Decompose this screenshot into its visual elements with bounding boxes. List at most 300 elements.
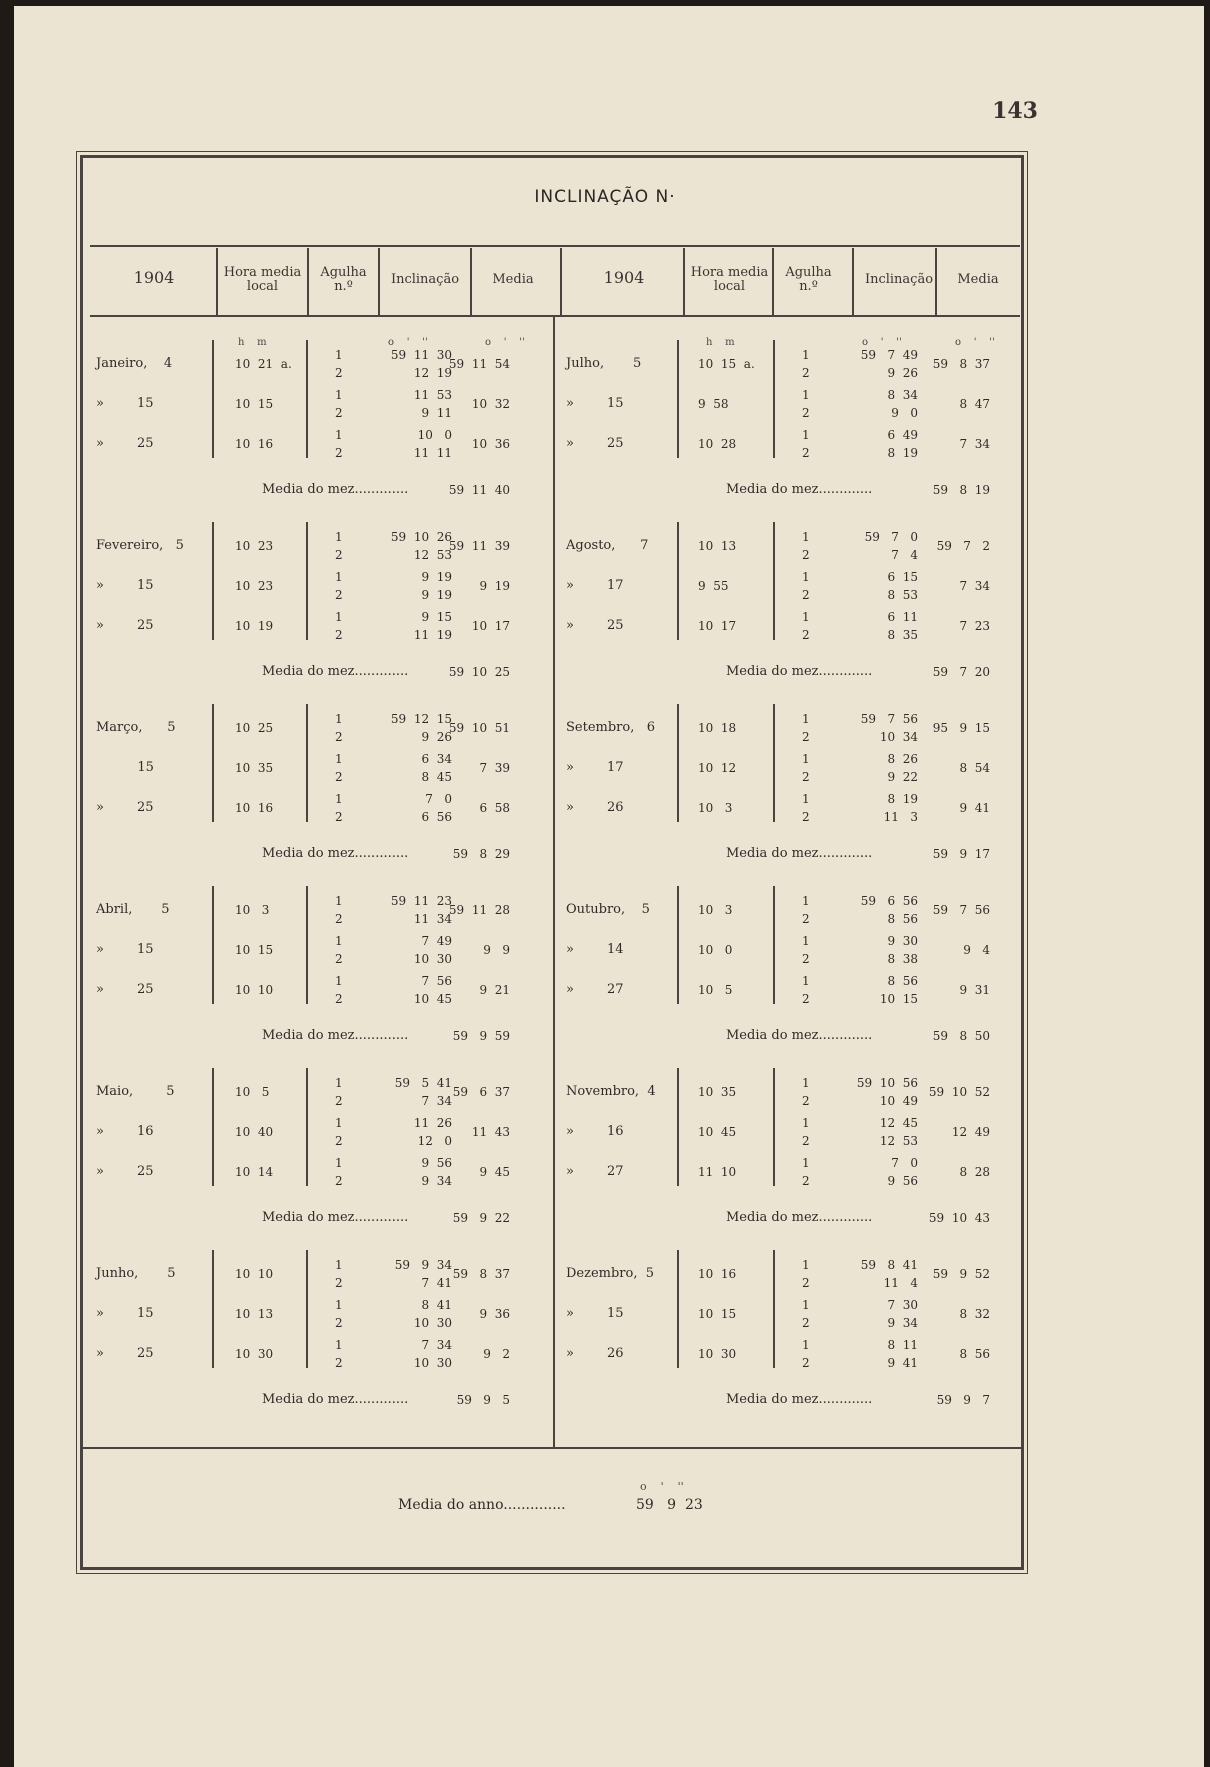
unit-label: o ' '' (955, 337, 995, 348)
header-hora-line2: local (246, 279, 279, 294)
agulha-2: 2 (802, 1356, 810, 1370)
row-hora: 10 17 (698, 619, 737, 633)
incl-1: 11 53 (413, 388, 452, 402)
agulha-2: 2 (335, 730, 343, 744)
row-hora: 10 30 (698, 1347, 737, 1361)
incl-1: 12 45 (879, 1116, 918, 1130)
row-hora: 10 21 a. (235, 357, 292, 371)
row-date: » 25 (96, 982, 154, 997)
row-media: 9 9 (483, 943, 510, 957)
agulha-1: 1 (335, 1258, 343, 1272)
dot-leader: ............. (354, 846, 409, 861)
agulha-2: 2 (335, 1094, 343, 1108)
row-hora: 9 58 (698, 397, 729, 411)
agulha-2: 2 (335, 446, 343, 460)
agulha-2: 2 (802, 1276, 810, 1290)
agulha-1: 1 (335, 428, 343, 442)
row-media: 10 36 (471, 437, 510, 451)
incl-1: 59 6 56 (860, 894, 918, 908)
agulha-1: 1 (802, 610, 810, 624)
header-rule (90, 315, 1020, 317)
row-date: » 25 (96, 1346, 154, 1361)
incl-2: 12 0 (417, 1134, 452, 1148)
incl-2: 7 34 (421, 1094, 452, 1108)
header-year: 1904 (603, 268, 645, 287)
dot-leader: ............. (818, 846, 873, 861)
month-mean-value: 59 9 7 (936, 1393, 990, 1407)
row-hora: 10 10 (235, 1267, 274, 1281)
row-date: Janeiro, 4 (96, 356, 173, 371)
row-media: 59 11 28 (448, 903, 510, 917)
agulha-2: 2 (335, 406, 343, 420)
row-date: » 25 (566, 618, 624, 633)
incl-1: 7 56 (421, 974, 452, 988)
row-hora: 10 5 (235, 1085, 270, 1099)
row-hora: 10 25 (235, 721, 274, 735)
row-media: 59 8 37 (452, 1267, 510, 1281)
row-media: 9 2 (483, 1347, 510, 1361)
month-mean-text: Media do mez (726, 482, 819, 497)
agulha-col-sep (306, 522, 308, 640)
row-hora: 10 13 (698, 539, 737, 553)
dot-leader: ............. (354, 1028, 409, 1043)
incl-1: 8 56 (887, 974, 918, 988)
row-media: 59 6 37 (452, 1085, 510, 1099)
row-hora: 10 3 (698, 903, 733, 917)
incl-2: 11 11 (413, 446, 452, 460)
agulha-1: 1 (335, 974, 343, 988)
agulha-2: 2 (802, 406, 810, 420)
hora-col-sep (212, 886, 214, 1004)
row-media: 8 32 (959, 1307, 990, 1321)
agulha-col-sep (306, 1250, 308, 1368)
row-date: Abril, 5 (96, 902, 170, 917)
month-mean-text: Media do mez (726, 1028, 819, 1043)
hora-col-sep (677, 1250, 679, 1368)
row-media: 8 47 (959, 397, 990, 411)
header-year: 1904 (133, 268, 175, 287)
incl-2: 10 45 (413, 992, 452, 1006)
unit-label: h m (706, 337, 735, 348)
row-hora: 10 13 (235, 1307, 274, 1321)
agulha-1: 1 (335, 712, 343, 726)
agulha-1: 1 (335, 1116, 343, 1130)
incl-1: 8 11 (887, 1338, 918, 1352)
month-mean-label (726, 1028, 872, 1043)
header-agulha-line2: n.º (799, 279, 818, 294)
agulha-col-sep (773, 522, 775, 640)
agulha-2: 2 (335, 1174, 343, 1188)
hora-col-sep (677, 886, 679, 1004)
agulha-col-sep (773, 1068, 775, 1186)
row-date: Maio, 5 (96, 1084, 175, 1099)
incl-1: 9 30 (887, 934, 918, 948)
header-agulha (309, 266, 378, 294)
agulha-1: 1 (802, 348, 810, 362)
row-media: 59 9 52 (932, 1267, 990, 1281)
row-date: » 15 (96, 942, 154, 957)
row-date: » 25 (96, 618, 154, 633)
row-date: » 25 (96, 800, 154, 815)
dot-leader: ............. (354, 1210, 409, 1225)
row-hora: 10 16 (235, 437, 274, 451)
row-media: 9 4 (963, 943, 990, 957)
agulha-1: 1 (802, 792, 810, 806)
agulha-2: 2 (802, 770, 810, 784)
month-mean-label (262, 1210, 408, 1225)
row-date: » 15 (96, 396, 154, 411)
month-mean-label (262, 1392, 408, 1407)
agulha-1: 1 (335, 934, 343, 948)
month-mean-text: Media do mez (726, 1392, 819, 1407)
month-mean-value: 59 8 29 (452, 847, 510, 861)
agulha-2: 2 (335, 366, 343, 380)
row-media: 59 11 54 (448, 357, 510, 371)
row-date: » 15 (96, 1306, 154, 1321)
incl-2: 8 53 (887, 588, 918, 602)
header-hora-line1: Hora media (223, 265, 302, 280)
year-mean-unit: o ' '' (640, 1480, 684, 1493)
incl-2: 9 19 (421, 588, 452, 602)
header-hora (685, 266, 774, 294)
incl-2: 11 3 (883, 810, 918, 824)
year-mean-label: Media do anno.............. (398, 1497, 566, 1513)
incl-1: 8 41 (421, 1298, 452, 1312)
incl-2: 9 34 (421, 1174, 452, 1188)
row-media: 9 36 (479, 1307, 510, 1321)
agulha-1: 1 (802, 1298, 810, 1312)
row-hora: 10 14 (235, 1165, 274, 1179)
agulha-1: 1 (802, 1116, 810, 1130)
header-media: Media (957, 272, 999, 287)
incl-2: 9 22 (887, 770, 918, 784)
row-date: » 15 (96, 578, 154, 593)
agulha-col-sep (773, 340, 775, 458)
hora-col-sep (212, 1068, 214, 1186)
row-hora: 10 35 (235, 761, 274, 775)
agulha-2: 2 (335, 810, 343, 824)
row-hora: 10 15 a. (698, 357, 755, 371)
row-media: 59 8 37 (932, 357, 990, 371)
row-media: 59 10 52 (928, 1085, 990, 1099)
incl-1: 7 0 (425, 792, 452, 806)
agulha-2: 2 (802, 912, 810, 926)
dot-leader: ............. (354, 664, 409, 679)
row-date: Julho, 5 (566, 356, 642, 371)
row-media: 7 39 (479, 761, 510, 775)
row-hora: 10 45 (698, 1125, 737, 1139)
month-mean-text: Media do mez (262, 1028, 355, 1043)
row-hora: 10 0 (698, 943, 733, 957)
agulha-2: 2 (335, 1134, 343, 1148)
incl-2: 11 34 (413, 912, 452, 926)
agulha-2: 2 (802, 1316, 810, 1330)
incl-2: 12 19 (413, 366, 452, 380)
center-divider (553, 315, 555, 1447)
header-inclinacao: Inclinação (390, 272, 460, 287)
agulha-1: 1 (335, 1076, 343, 1090)
incl-1: 59 7 49 (860, 348, 918, 362)
month-mean-value: 59 9 5 (456, 1393, 510, 1407)
row-media: 6 58 (479, 801, 510, 815)
agulha-2: 2 (802, 1094, 810, 1108)
incl-2: 8 19 (887, 446, 918, 460)
row-media: 8 56 (959, 1347, 990, 1361)
header-agulha-line2: n.º (334, 279, 353, 294)
agulha-2: 2 (802, 1134, 810, 1148)
row-date: Outubro, 5 (566, 902, 650, 917)
hora-col-sep (677, 340, 679, 458)
incl-1: 6 11 (887, 610, 918, 624)
agulha-1: 1 (802, 530, 810, 544)
agulha-col-sep (306, 886, 308, 1004)
hora-col-sep (677, 522, 679, 640)
row-hora: 10 10 (235, 983, 274, 997)
month-mean-text: Media do mez (262, 482, 355, 497)
incl-2: 12 53 (879, 1134, 918, 1148)
row-hora: 11 10 (698, 1165, 737, 1179)
incl-2: 11 19 (413, 628, 452, 642)
incl-1: 9 56 (421, 1156, 452, 1170)
header-media: Media (492, 272, 534, 287)
row-date: » 26 (566, 800, 624, 815)
hora-col-sep (212, 1250, 214, 1368)
unit-label: h m (238, 337, 267, 348)
month-mean-text: Media do mez (262, 664, 355, 679)
incl-1: 7 49 (421, 934, 452, 948)
incl-2: 10 30 (413, 1356, 452, 1370)
month-mean-label (726, 1392, 872, 1407)
row-media: 9 41 (959, 801, 990, 815)
incl-1: 7 30 (887, 1298, 918, 1312)
incl-1: 59 8 41 (860, 1258, 918, 1272)
row-media: 59 7 2 (936, 539, 990, 553)
incl-2: 10 34 (879, 730, 918, 744)
agulha-1: 1 (802, 752, 810, 766)
row-hora: 10 15 (698, 1307, 737, 1321)
month-mean-label (262, 846, 408, 861)
row-media: 10 32 (471, 397, 510, 411)
dot-leader: ............. (818, 1210, 873, 1225)
row-hora: 10 16 (698, 1267, 737, 1281)
incl-1: 9 15 (421, 610, 452, 624)
row-media: 59 11 39 (448, 539, 510, 553)
agulha-1: 1 (335, 792, 343, 806)
row-media: 12 49 (951, 1125, 990, 1139)
agulha-1: 1 (802, 1156, 810, 1170)
incl-2: 9 56 (887, 1174, 918, 1188)
incl-1: 8 19 (887, 792, 918, 806)
row-media: 59 7 56 (932, 903, 990, 917)
incl-2: 8 56 (887, 912, 918, 926)
month-mean-label (262, 482, 408, 497)
agulha-2: 2 (335, 952, 343, 966)
agulha-1: 1 (802, 974, 810, 988)
incl-1: 8 34 (887, 388, 918, 402)
incl-1: 11 26 (413, 1116, 452, 1130)
row-date: » 27 (566, 1164, 624, 1179)
agulha-1: 1 (335, 894, 343, 908)
agulha-col-sep (306, 704, 308, 822)
incl-2: 11 4 (883, 1276, 918, 1290)
header-agulha-line1: Agulha (785, 265, 832, 280)
incl-1: 10 0 (417, 428, 452, 442)
hora-col-sep (212, 522, 214, 640)
row-media: 10 17 (471, 619, 510, 633)
row-hora: 10 28 (698, 437, 737, 451)
row-date: Setembro, 6 (566, 720, 656, 735)
agulha-2: 2 (802, 628, 810, 642)
row-date: » 25 (96, 436, 154, 451)
incl-1: 6 15 (887, 570, 918, 584)
month-mean-label (262, 1028, 408, 1043)
agulha-col-sep (773, 886, 775, 1004)
row-date: Fevereiro, 5 (96, 538, 184, 553)
row-media: 9 21 (479, 983, 510, 997)
incl-2: 8 38 (887, 952, 918, 966)
footer-rule (83, 1447, 1021, 1449)
month-mean-value: 59 8 50 (932, 1029, 990, 1043)
agulha-2: 2 (802, 730, 810, 744)
agulha-2: 2 (802, 446, 810, 460)
agulha-1: 1 (335, 752, 343, 766)
agulha-1: 1 (802, 894, 810, 908)
agulha-2: 2 (802, 952, 810, 966)
incl-2: 8 45 (421, 770, 452, 784)
agulha-2: 2 (335, 912, 343, 926)
incl-2: 9 41 (887, 1356, 918, 1370)
agulha-1: 1 (335, 610, 343, 624)
unit-label: o ' '' (388, 337, 428, 348)
month-mean-label (726, 482, 872, 497)
agulha-col-sep (306, 340, 308, 458)
month-mean-label (726, 1210, 872, 1225)
agulha-2: 2 (802, 548, 810, 562)
incl-1: 59 10 56 (856, 1076, 918, 1090)
agulha-1: 1 (335, 1298, 343, 1312)
unit-label: o ' '' (862, 337, 902, 348)
month-mean-text: Media do mez (726, 846, 819, 861)
row-media: 59 10 51 (448, 721, 510, 735)
row-date: Novembro, 4 (566, 1084, 656, 1099)
header-hora-line1: Hora media (690, 265, 769, 280)
dot-leader: ............. (818, 1392, 873, 1407)
agulha-2: 2 (802, 366, 810, 380)
incl-1: 59 12 15 (390, 712, 452, 726)
hora-col-sep (212, 704, 214, 822)
incl-1: 59 5 41 (394, 1076, 452, 1090)
incl-1: 6 34 (421, 752, 452, 766)
incl-2: 9 34 (887, 1316, 918, 1330)
unit-label: o ' '' (485, 337, 525, 348)
row-media: 8 28 (959, 1165, 990, 1179)
row-date: » 15 (566, 1306, 624, 1321)
row-hora: 10 40 (235, 1125, 274, 1139)
agulha-1: 1 (802, 712, 810, 726)
agulha-1: 1 (802, 1338, 810, 1352)
incl-2: 9 0 (891, 406, 918, 420)
row-media: 8 54 (959, 761, 990, 775)
agulha-1: 1 (335, 348, 343, 362)
incl-1: 9 19 (421, 570, 452, 584)
row-hora: 10 18 (698, 721, 737, 735)
agulha-2: 2 (335, 548, 343, 562)
incl-1: 7 0 (891, 1156, 918, 1170)
row-hora: 10 15 (235, 943, 274, 957)
row-hora: 10 15 (235, 397, 274, 411)
incl-1: 59 10 26 (390, 530, 452, 544)
agulha-1: 1 (802, 388, 810, 402)
agulha-col-sep (773, 1250, 775, 1368)
agulha-1: 1 (802, 934, 810, 948)
row-media: 9 19 (479, 579, 510, 593)
row-hora: 10 23 (235, 579, 274, 593)
row-date: Dezembro, 5 (566, 1266, 655, 1281)
hora-col-sep (677, 704, 679, 822)
agulha-2: 2 (335, 1276, 343, 1290)
incl-2: 9 11 (421, 406, 452, 420)
agulha-1: 1 (335, 1338, 343, 1352)
incl-1: 7 34 (421, 1338, 452, 1352)
hora-col-sep (677, 1068, 679, 1186)
row-date: » 25 (566, 436, 624, 451)
row-date: » 15 (566, 396, 624, 411)
agulha-col-sep (773, 704, 775, 822)
month-mean-text: Media do mez (262, 1210, 355, 1225)
dot-leader: ............. (354, 1392, 409, 1407)
incl-1: 59 7 0 (864, 530, 918, 544)
header-agulha-line1: Agulha (320, 265, 367, 280)
row-hora: 9 55 (698, 579, 729, 593)
agulha-1: 1 (802, 1076, 810, 1090)
agulha-2: 2 (335, 770, 343, 784)
incl-1: 59 9 34 (394, 1258, 452, 1272)
page-number: 143 (992, 98, 1038, 124)
header-inclinacao: Inclinação (864, 272, 934, 287)
agulha-1: 1 (802, 570, 810, 584)
month-mean-value: 59 9 22 (452, 1211, 510, 1225)
incl-2: 10 15 (879, 992, 918, 1006)
row-date: Março, 5 (96, 720, 176, 735)
agulha-2: 2 (335, 588, 343, 602)
row-media: 9 45 (479, 1165, 510, 1179)
agulha-1: 1 (335, 388, 343, 402)
agulha-2: 2 (802, 810, 810, 824)
row-media: 95 9 15 (932, 721, 990, 735)
row-hora: 10 5 (698, 983, 733, 997)
row-date: Junho, 5 (96, 1266, 176, 1281)
row-hora: 10 16 (235, 801, 274, 815)
month-mean-value: 59 8 19 (932, 483, 990, 497)
agulha-2: 2 (335, 992, 343, 1006)
row-date: » 27 (566, 982, 624, 997)
row-date: 15 (96, 760, 154, 775)
agulha-2: 2 (335, 1316, 343, 1330)
incl-2: 7 41 (421, 1276, 452, 1290)
row-date: Agosto, 7 (566, 538, 649, 553)
incl-2: 9 26 (421, 730, 452, 744)
month-mean-value: 59 9 59 (452, 1029, 510, 1043)
dot-leader: ............. (354, 482, 409, 497)
incl-1: 59 11 23 (390, 894, 452, 908)
incl-1: 59 11 30 (390, 348, 452, 362)
row-hora: 10 23 (235, 539, 274, 553)
month-mean-value: 59 10 43 (928, 1211, 990, 1225)
row-media: 11 43 (471, 1125, 510, 1139)
month-mean-text: Media do mez (726, 1210, 819, 1225)
dot-leader: ............. (818, 482, 873, 497)
agulha-2: 2 (802, 992, 810, 1006)
